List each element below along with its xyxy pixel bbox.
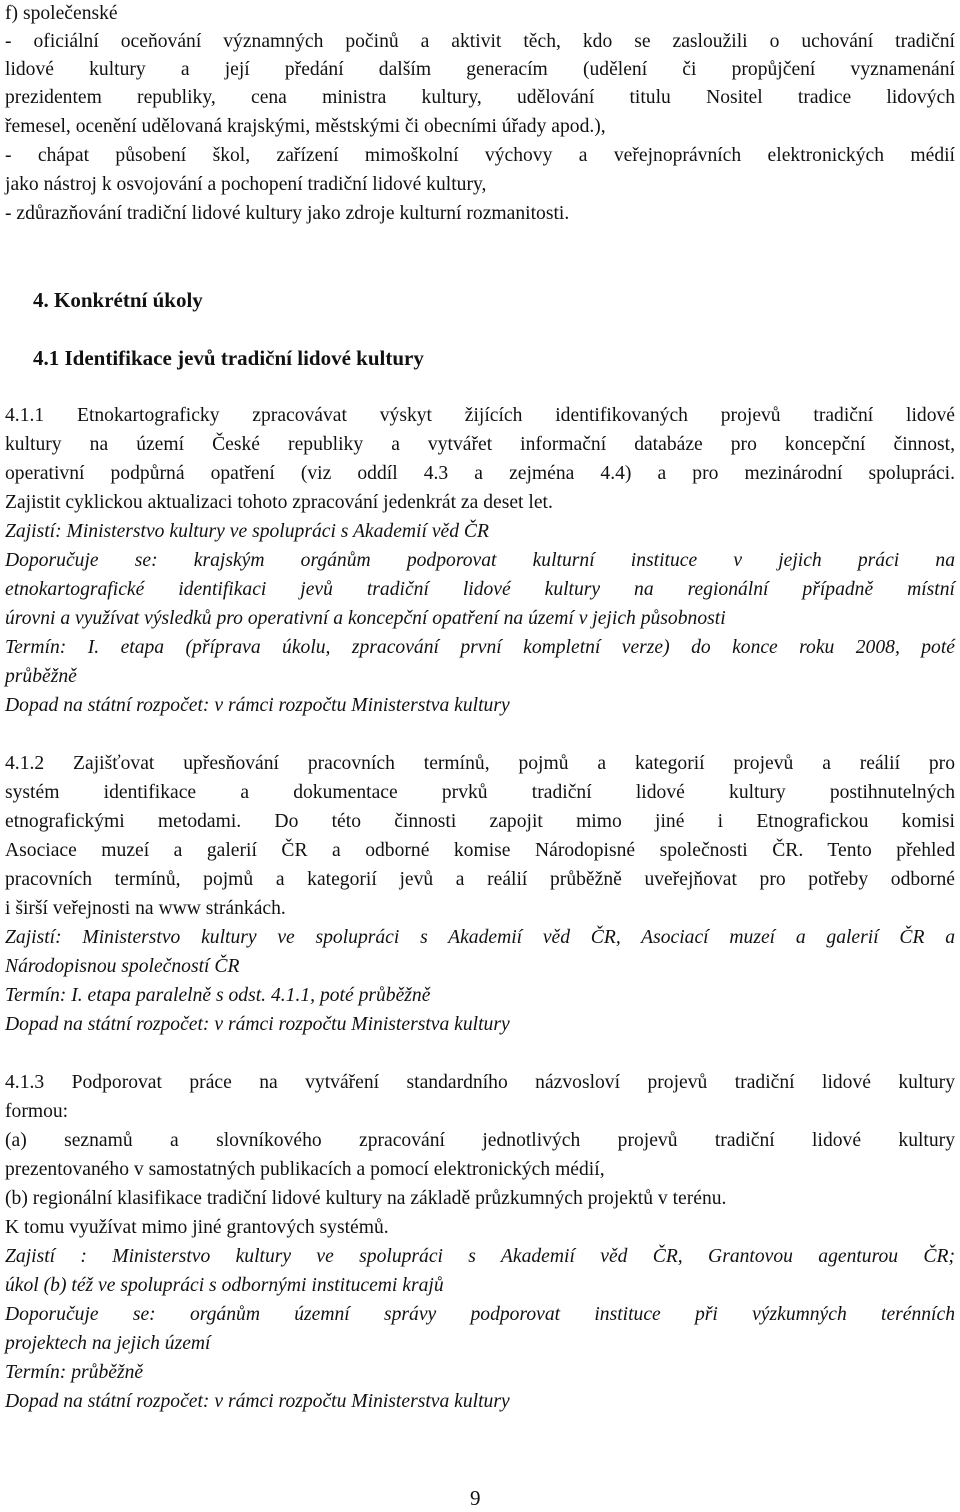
task-4-1-1-recommendation: etnokartografické identifikaci jevů tradiční lidové kultury na regionální případně místní [5, 579, 955, 600]
section-f-title: f) společenské [5, 3, 118, 24]
task-4-1-1-line: 4.1.1 Etnokartograficky zpracovávat výskyt žijících identifikovaných projevů tradiční lidové [5, 405, 955, 426]
section-f-line: - chápat působení škol, zařízení mimoškolní výchovy a veřejnoprávních elektronických médií [5, 145, 955, 166]
task-4-1-1-budget: Dopad na státní rozpočet: v rámci rozpočtu Ministerstva kultury [5, 695, 510, 716]
task-4-1-1-recommendation: Doporučuje se: krajským orgánům podporovat kulturní instituce v jejich práci na [5, 550, 955, 571]
task-4-1-1-recommendation: úrovni a využívat výsledků pro operativní a koncepční opatření na území v jejich působnosti [5, 608, 726, 629]
task-4-1-2-deadline: Termín: I. etapa paralelně s odst. 4.1.1, poté průběžně [5, 985, 431, 1006]
task-4-1-3-line: prezentovaného v samostatných publikacích a pomocí elektronických médií, [5, 1159, 605, 1180]
section-f-line: - zdůrazňování tradiční lidové kultury jako zdroje kulturní rozmanitosti. [5, 203, 570, 224]
section-f-line: - oficiální oceňování významných počinů a aktivit těch, kdo se zasloužili o uchování tradiční [5, 31, 955, 52]
task-4-1-2-responsible: Zajistí: Ministerstvo kultury ve spolupráci s Akademií věd ČR, Asociací muzeí a galerií ČR a [5, 927, 955, 948]
task-4-1-1-line: kultury na území České republiky a vytvářet informační databáze pro koncepční činnost, [5, 434, 955, 455]
task-4-1-3-recommendation: projektech na jejich území [5, 1333, 211, 1354]
section-f-line: lidové kultury a její předání dalším generacím (udělení či propůjčení vyznamenání [5, 59, 955, 80]
task-4-1-3-line: (a) seznamů a slovníkového zpracování jednotlivých projevů tradiční lidové kultury [5, 1130, 955, 1151]
task-4-1-2-line: i širší veřejnosti na www stránkách. [5, 898, 286, 919]
task-4-1-2-responsible: Národopisnou společností ČR [5, 956, 240, 977]
task-4-1-2-line: systém identifikace a dokumentace prvků tradiční lidové kultury postihnutelných [5, 782, 955, 803]
task-4-1-3-line: 4.1.3 Podporovat práce na vytváření standardního názvosloví projevů tradiční lidové kultury [5, 1072, 955, 1093]
task-4-1-3-responsible: úkol (b) též ve spolupráci s odbornými institucemi krajů [5, 1275, 444, 1296]
task-4-1-1-deadline: Termín: I. etapa (příprava úkolu, zpracování první kompletní verze) do konce roku 2008, poté [5, 637, 955, 658]
task-4-1-3-recommendation: Doporučuje se: orgánům územní správy podporovat instituce při výzkumných terénních [5, 1304, 955, 1325]
task-4-1-2-line: 4.1.2 Zajišťovat upřesňování pracovních termínů, pojmů a kategorií projevů a reálií pro [5, 753, 955, 774]
heading-4: 4. Konkrétní úkoly [33, 288, 203, 312]
task-4-1-3-line: K tomu využívat mimo jiné grantových systémů. [5, 1217, 389, 1238]
task-4-1-1-line: Zajistit cyklickou aktualizaci tohoto zpracování jedenkrát za deset let. [5, 492, 553, 513]
task-4-1-1-line: operativní podpůrná opatření (viz oddíl 4.3 a zejména 4.4) a pro mezinárodní spolupráci. [5, 463, 955, 484]
section-f-line: řemesel, ocenění udělovaná krajskými, městskými či obecními úřady apod.), [5, 116, 606, 137]
task-4-1-3-line: formou: [5, 1101, 69, 1122]
task-4-1-2-budget: Dopad na státní rozpočet: v rámci rozpočtu Ministerstva kultury [5, 1014, 510, 1035]
task-4-1-3-budget: Dopad na státní rozpočet: v rámci rozpočtu Ministerstva kultury [5, 1391, 510, 1412]
task-4-1-3-line: (b) regionální klasifikace tradiční lidové kultury na základě průzkumných projektů v terénu. [5, 1188, 727, 1209]
task-4-1-1-deadline: průběžně [5, 666, 77, 687]
section-f-line: jako nástroj k osvojování a pochopení tradiční lidové kultury, [5, 174, 487, 195]
task-4-1-2-line: etnografickými metodami. Do této činnosti zapojit mimo jiné i Etnografickou komisi [5, 811, 955, 832]
task-4-1-3-responsible: Zajistí : Ministerstvo kultury ve spolupráci s Akademií věd ČR, Grantovou agenturou ČR; [5, 1246, 955, 1267]
task-4-1-2-line: Asociace muzeí a galerií ČR a odborné komise Národopisné společnosti ČR. Tento přehled [5, 840, 955, 861]
heading-4-1: 4.1 Identifikace jevů tradiční lidové kultury [33, 346, 424, 370]
task-4-1-3-deadline: Termín: průběžně [5, 1362, 144, 1383]
task-4-1-2-line: pracovních termínů, pojmů a kategorií jevů a reálií průběžně uveřejňovat pro potřeby odborné [5, 869, 955, 890]
task-4-1-1-responsible: Zajistí: Ministerstvo kultury ve spolupráci s Akademií věd ČR [5, 521, 489, 542]
section-f-line: prezidentem republiky, cena ministra kultury, udělování titulu Nositel tradice lidových [5, 87, 955, 108]
page-number: 9 [470, 1486, 481, 1510]
